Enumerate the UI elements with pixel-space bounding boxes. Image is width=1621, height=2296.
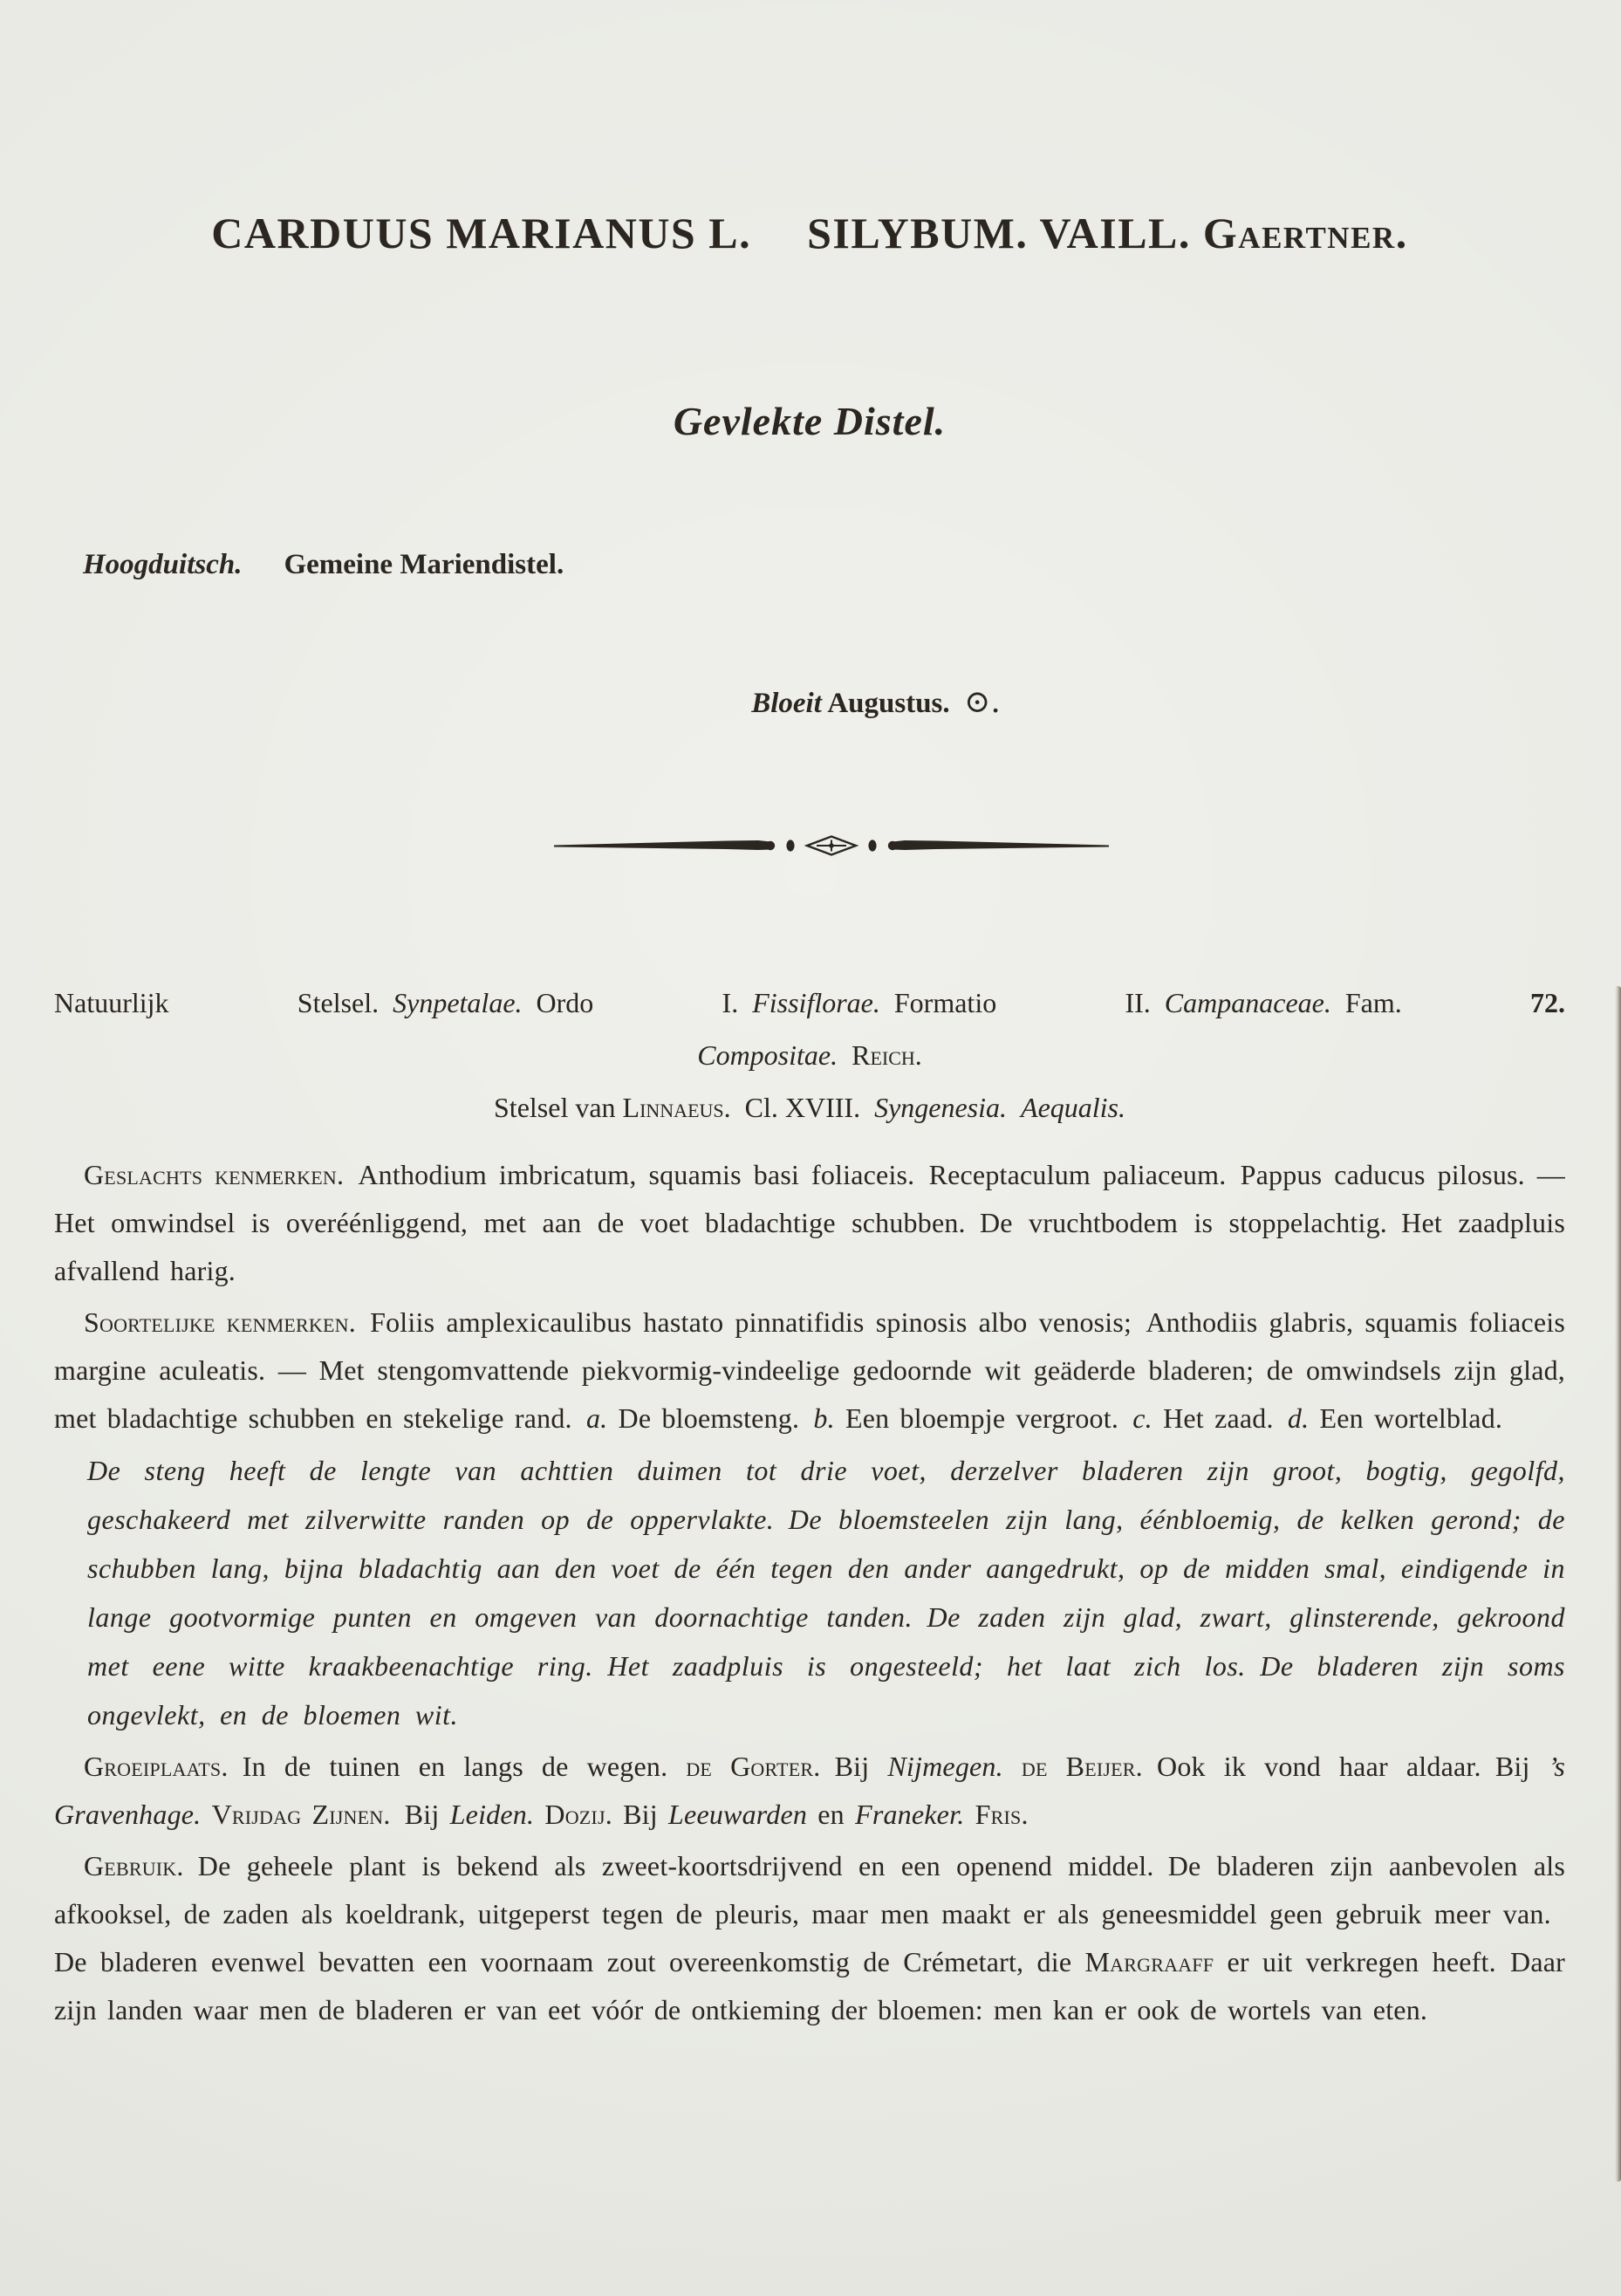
scan-edge-artifact [1615,986,1621,2182]
paragraph-groeiplaats: Groeiplaats. In de tuinen en langs de wegen. de Gorter. Bij Nijmegen. de Beijer. Ook ik vond haar aldaar. Bij ’s Gravenhage. Vrijdag Zijnen. Bij Leiden. Dozij. Bij Leeuwarden en Franeker. Fris. [54,1751,1566,1830]
title-left: CARDUUS MARIANUS L. [211,209,752,257]
page-content [54,0,1565,2034]
language-label: Hoogduitsch. [83,549,243,580]
ornament-divider-icon [552,833,1111,860]
paragraph-geslachts-kenmerken: Geslachts kenmerken. Anthodium imbricatum, squamis basi foliaceis. Receptaculum paliaceum. Pappus caducus pilosus. — Het omwindsel is overéénliggend, met aan de voet bladachtige schubben. De vruchtbodem is stoppelachtig. Het zaadpluis afvallend harig. [54,1159,1565,1286]
bloom-line [120,682,1621,723]
classification-line-compositae: Compositae. Reich. [697,1039,922,1071]
page-title [54,206,1565,260]
sun-symbol-icon: ⊙. [964,684,1001,720]
subtitle-dutch-name: Gevlekte Distel. [673,399,947,443]
language-line [54,545,1565,585]
title-right: SILYBUM. VAILL. Gaertner. [807,209,1408,257]
classification-line-linnaeus: Stelsel van Linnaeus. Cl. XVIII. Syngenesia. Aequalis. [494,1092,1125,1123]
paragraph-gebruik: Gebruik. De geheele plant is bekend als zweet-koortsdrijvend en een openend middel. De bladeren zijn aanbevolen als afkooksel, de zaden als koeldrank, uitgeperst tegen de pleuris, maar men maakt er als geneesmiddel geen gebruik meer van. De bladeren evenwel bevatten een voornaam zout overeenkomstig de Crémetart, die Margraaff er uit verkregen heeft. Daar zijn landen waar men de bladeren er van eet vóór de ontkieming der bloemen: men kan er ook de wortels van eten. [54,1850,1565,2025]
paragraph-description-italic: De steng heeft de lengte van achttien duimen tot drie voet, derzelver bladeren zijn groot, bogtig, gegolfd, geschakeerd met zilverwitte randen op de oppervlakte. De bloemsteelen zijn lang, éénbloemig, de kelken gerond; de schubben lang, bijna bladachtig aan den voet de één tegen den ander aangedrukt, op de midden smal, eindigende in lange gootvormige punten en omgeven van doornachtige tanden. De zaden zijn glad, zwart, glinsterende, gekroond met eene witte kraakbeenachtige ring. Het zaadpluis is ongesteeld; het laat zich los. De bladeren zijn soms ongevlekt, en de bloemen wit. [87,1455,1565,1731]
ornament-divider [76,833,1587,860]
language-value: Gemeine Mariendistel. [284,549,564,580]
classification-block [54,977,1565,1134]
classification-line-natural-system: Natuurlijk Stelsel. Synpetalae. Ordo I. Fissiflorae. Formatio II. Campanaceae. Fam. 72. [54,987,1565,1018]
bloom-text: Bloeit Augustus. [751,688,965,719]
paragraph-soortelijke-kenmerken: Soortelijke kenmerken. Foliis amplexicaulibus hastato pinnatifidis spinosis albo venosis; Anthodiis glabris, squamis foliaceis margine aculeatis. — Met stengomvattende piekvormig-vindeelige gedoornde wit geäderde bladeren; de omwindsels zijn glad, met bladachtige schubben en stekelige rand. a. De bloemsteng. b. Een bloempje vergroot. c. Het zaad. d. Een wortelblad. [54,1306,1565,1434]
